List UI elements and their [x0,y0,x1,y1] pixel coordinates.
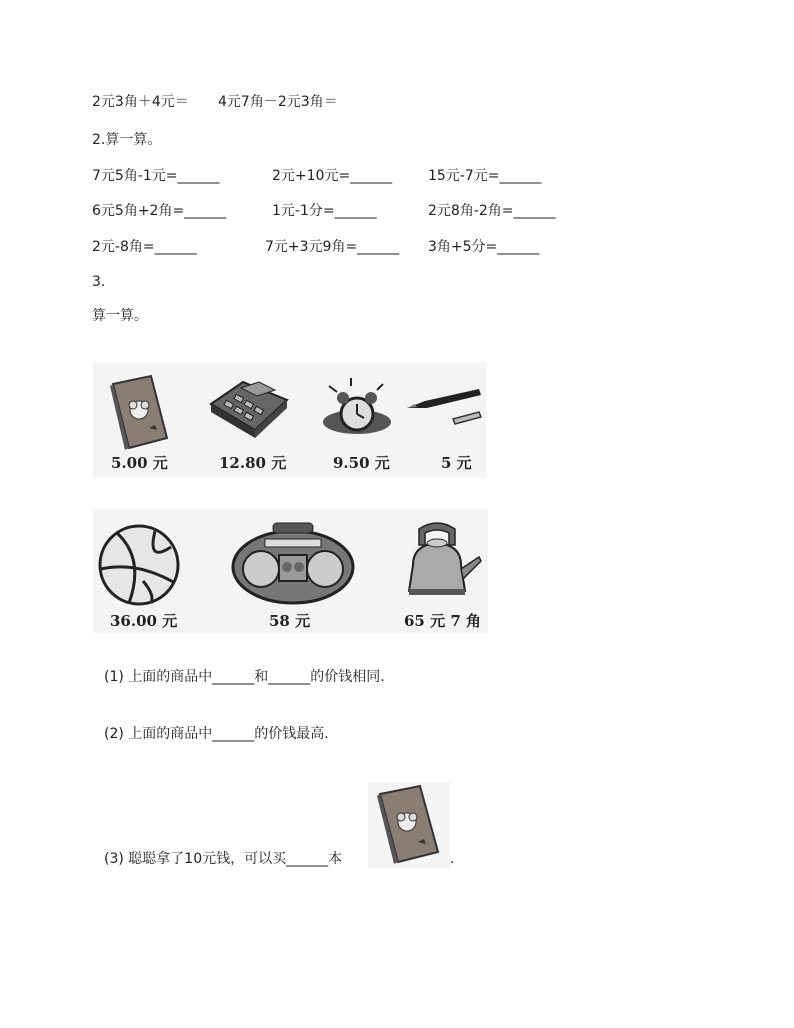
question-2: (2) 上面的商品中______的价钱最高. [104,726,329,742]
exercise-1-2: 2元+10元=______ [272,168,393,184]
price-pen: 5 元 [441,454,472,472]
exercise-2-3: 2元8角-2角=______ [428,203,556,219]
exercise-1-3: 15元-7元=______ [428,168,542,184]
exercise-1-1: 7元5角-1元=______ [92,168,220,184]
alarm-clock-icon [321,376,393,442]
exercise-3-2: 7元+3元9角=______ [265,239,400,255]
radio-icon [229,517,357,607]
question-3: (3) 聪聪拿了10元钱，可以买______本 [104,851,343,867]
price-notebook: 5.00 元 [111,454,168,472]
price-volleyball: 36.00 元 [110,612,178,630]
question-3-period: . [450,851,455,867]
section-2-title: 2.算一算。 [92,132,162,148]
price-radio: 58 元 [269,612,311,630]
question-1: (1) 上面的商品中______和______的价钱相同. [104,669,385,685]
price-alarm-clock: 9.50 元 [333,454,390,472]
pen-icon [405,386,485,430]
volleyball-icon [97,523,181,607]
exercise-2-2: 1元-1分=______ [272,203,377,219]
exercise-3-1: 2元-8角=______ [92,239,197,255]
calculator-icon [203,374,293,444]
price-kettle: 65 元 7 角 [404,612,481,630]
expression-1: 2元3角＋4元＝ [92,94,189,110]
exercise-3-3: 3角+5分=______ [428,239,540,255]
section-3-title: 算一算。 [92,308,148,324]
section-3-number: 3. [92,274,106,290]
expression-2: 4元7角－2元3角＝ [218,94,338,110]
notebook-icon [103,372,173,452]
price-calculator: 12.80 元 [219,454,287,472]
kettle-icon [403,521,483,601]
exercise-2-1: 6元5角+2角=______ [92,203,227,219]
notebook-icon [368,782,450,868]
